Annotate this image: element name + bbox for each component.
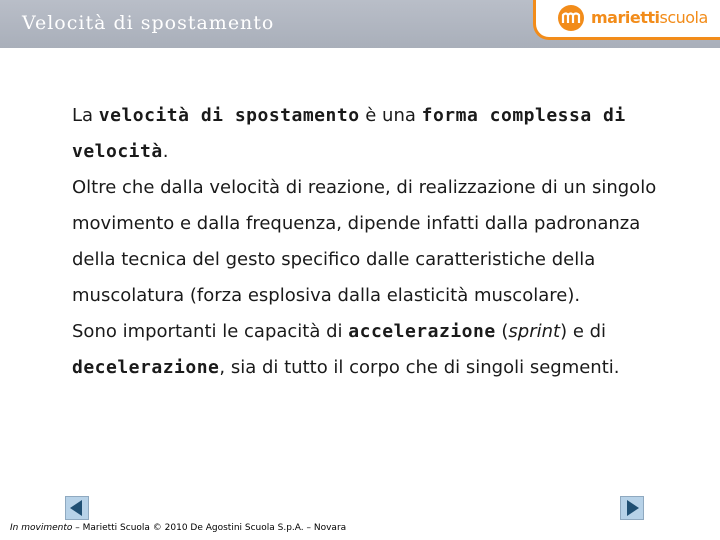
text-run: La <box>72 105 99 126</box>
logo-brand: marietti <box>591 8 660 27</box>
text-run: ) e di <box>560 321 607 342</box>
paragraph-capacities <box>72 314 672 386</box>
text-run: ( <box>495 321 509 342</box>
italic-term: sprint <box>508 321 561 342</box>
marietti-logo-icon <box>558 5 584 31</box>
bold-term: velocità di spostamento <box>98 105 360 126</box>
previous-slide-button[interactable] <box>65 496 89 520</box>
publisher-logo <box>533 0 720 40</box>
logo-suffix: scuola <box>659 8 708 27</box>
footer-credit <box>10 523 346 533</box>
paragraph-factors: Oltre che dalla velocità di reazione, di realizzazione di un singolo movimento e dalla frequenza, dipende infatti dalla padronanza della tecnica del gesto specifico dalle caratteristiche della muscolatura (forza esplosiva dalla elasticità muscolare). <box>72 177 657 306</box>
text-run: Sono importanti le capacità di <box>72 321 349 342</box>
triangle-left-icon <box>66 497 88 519</box>
text-run: , sia di tutto il corpo che di singoli segmenti. <box>219 357 620 378</box>
text-run: è una <box>359 105 422 126</box>
next-slide-button[interactable] <box>620 496 644 520</box>
book-title: In movimento <box>10 523 73 533</box>
slide-header <box>0 0 720 48</box>
paragraph-intro <box>72 98 672 170</box>
slide-title: Velocità di spostamento <box>22 12 275 34</box>
text-run: . <box>162 141 169 162</box>
logo-wordmark <box>591 8 708 27</box>
bold-term: accelerazione <box>348 321 496 342</box>
triangle-right-icon <box>621 497 643 519</box>
copyright-text: – Marietti Scuola © 2010 De Agostini Scuola S.p.A. – Novara <box>72 523 347 533</box>
bold-term: decelerazione <box>72 357 220 378</box>
bold-term: forma complessa di velocità <box>72 105 626 162</box>
slide-body <box>72 98 672 386</box>
